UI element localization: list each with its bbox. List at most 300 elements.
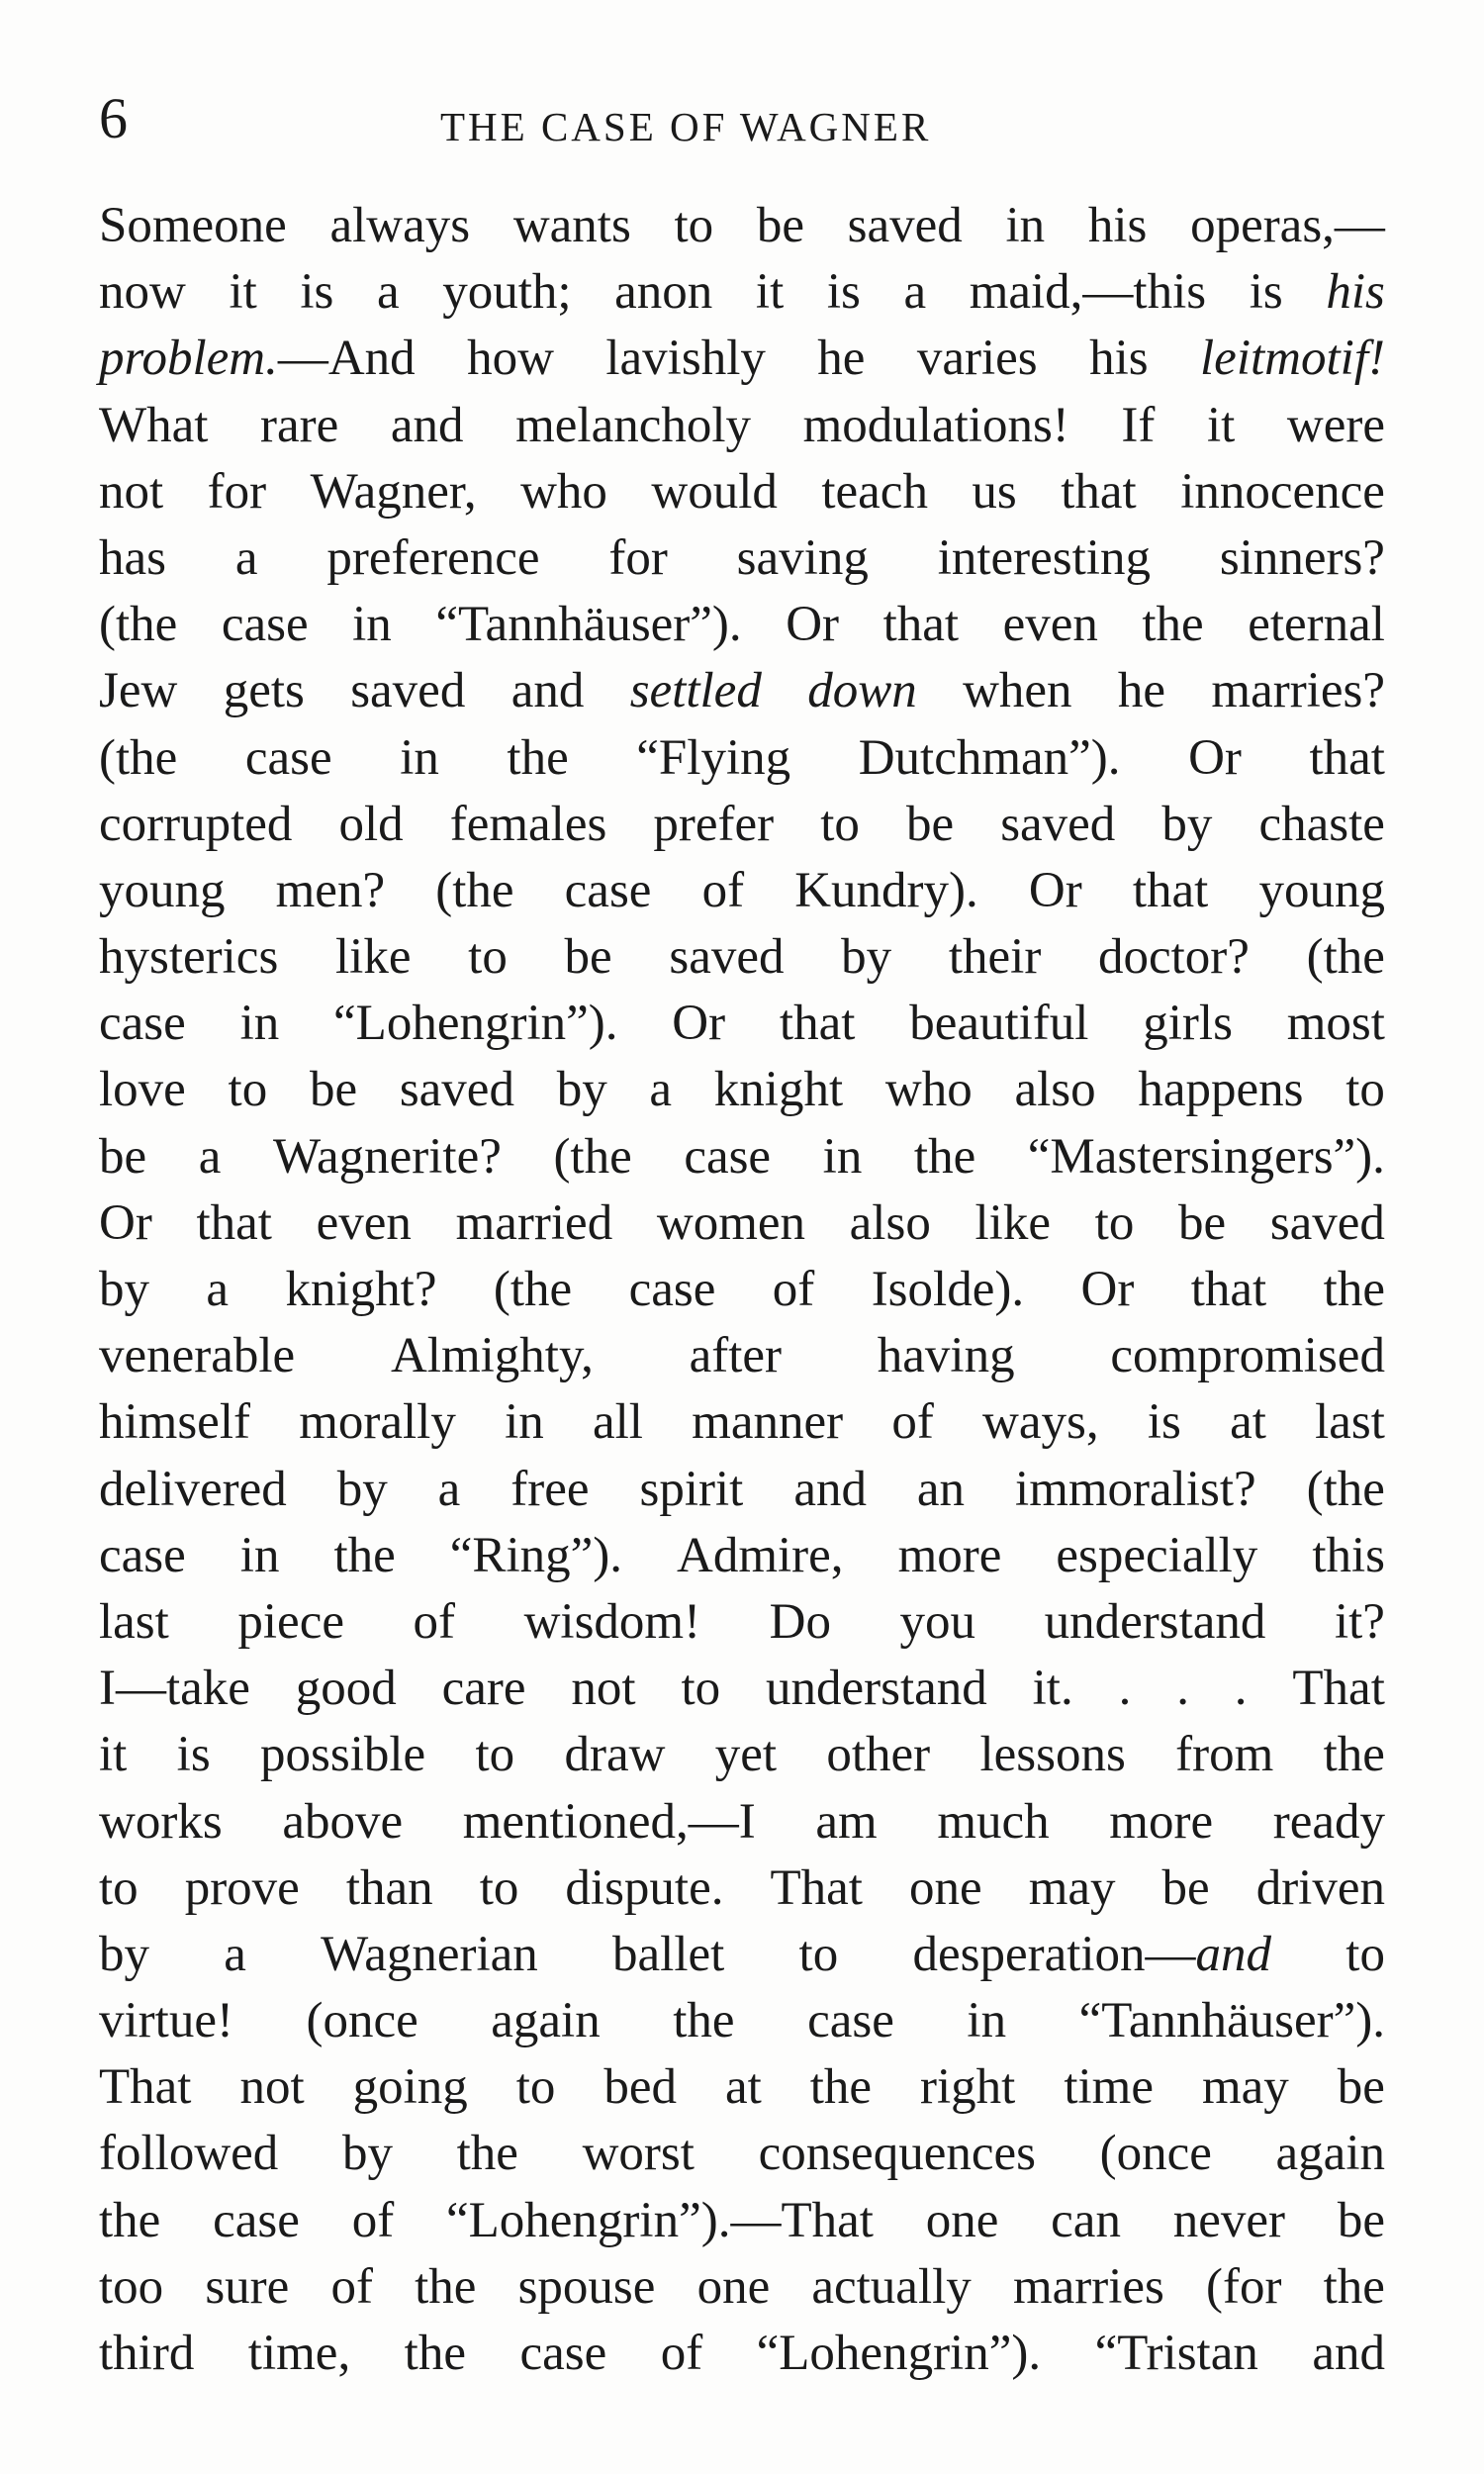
word: innocence — [1180, 463, 1385, 520]
text-line — [99, 1389, 1385, 1456]
word: If — [1121, 397, 1156, 453]
word: wisdom! — [523, 1593, 701, 1650]
word: in — [967, 1993, 1007, 2049]
word: be — [756, 198, 804, 253]
word: women — [656, 1194, 805, 1251]
word: understand — [765, 1661, 987, 1717]
word: going — [352, 2059, 468, 2116]
word: time — [1064, 2059, 1154, 2116]
word: saved — [669, 929, 785, 986]
word: a — [649, 1062, 673, 1118]
word: ways, — [982, 1394, 1099, 1451]
word: “Lohengrin”).—That — [446, 2192, 874, 2248]
word: teach — [821, 463, 928, 520]
word: men? — [275, 862, 386, 918]
word: varies — [916, 331, 1038, 387]
word: more — [897, 1527, 1002, 1583]
word: “Ring”). — [449, 1527, 622, 1583]
word: much — [937, 1793, 1050, 1850]
word: yet — [714, 1727, 778, 1783]
word: again — [1275, 2126, 1385, 2182]
word: it — [229, 264, 257, 321]
word: lessons — [979, 1727, 1126, 1783]
word: corrupted — [99, 796, 293, 852]
word: possible — [260, 1727, 426, 1783]
word: his — [1087, 198, 1148, 253]
word: doctor? — [1098, 929, 1250, 986]
word: of — [330, 2258, 373, 2315]
word: for — [207, 463, 267, 520]
word: the — [99, 2192, 161, 2248]
word: be — [564, 929, 612, 986]
word: to — [515, 2059, 556, 2116]
word: even — [316, 1194, 412, 1251]
word: case — [628, 1262, 716, 1317]
word: Dutchman”). — [858, 729, 1121, 786]
word: you — [899, 1593, 976, 1650]
word: a — [377, 264, 400, 321]
word: married — [455, 1194, 613, 1251]
word: be — [1161, 1859, 1210, 1916]
word: actually — [811, 2258, 972, 2315]
word: would — [651, 463, 778, 520]
word: a — [224, 1926, 246, 1982]
word: in — [822, 1128, 863, 1185]
word: marries? — [1211, 663, 1385, 719]
word: I—take — [99, 1661, 250, 1717]
word: love — [99, 1062, 186, 1118]
word: am — [815, 1793, 878, 1850]
word: by — [99, 1926, 149, 1982]
running-title: THE CASE OF WAGNER — [440, 104, 932, 149]
text-line — [99, 459, 1385, 525]
word: consequences — [758, 2126, 1036, 2182]
word: how — [467, 331, 554, 387]
word: sure — [205, 2258, 290, 2315]
word: Wagner, — [310, 463, 477, 520]
word: be — [99, 1128, 147, 1185]
word: that — [196, 1194, 272, 1251]
word: Do — [769, 1593, 831, 1650]
word: to — [99, 1859, 139, 1916]
word: us — [972, 463, 1017, 520]
word: that — [1309, 729, 1385, 786]
word: an — [916, 1461, 966, 1517]
word: bed — [603, 2059, 677, 2116]
word: preference — [326, 529, 540, 586]
word: sinners? — [1219, 529, 1385, 586]
word: maid,—this — [969, 264, 1207, 321]
word: is — [300, 264, 334, 321]
word: Wagnerite? — [272, 1128, 502, 1185]
word: in — [239, 1527, 280, 1583]
word: wants — [512, 198, 631, 253]
word: by — [841, 929, 892, 986]
word: (the — [99, 597, 178, 653]
word: third — [99, 2326, 195, 2381]
text-line — [99, 2321, 1385, 2387]
text-line — [99, 2121, 1385, 2187]
word: all — [592, 1394, 643, 1451]
word: and — [793, 1461, 867, 1517]
word: gets — [223, 663, 305, 719]
word: young — [1258, 862, 1385, 918]
word: be — [1337, 2192, 1385, 2248]
word: that — [882, 597, 960, 653]
word: he — [1117, 663, 1166, 719]
word: compromised — [1110, 1328, 1385, 1384]
word: the — [1142, 597, 1204, 653]
word: he — [817, 331, 866, 387]
text-line — [99, 1124, 1385, 1190]
word: that — [1132, 862, 1209, 918]
word: and — [1312, 2326, 1385, 2381]
text-line — [99, 393, 1385, 459]
text-line — [99, 792, 1385, 858]
word: by — [1161, 796, 1213, 852]
word: Or — [786, 597, 840, 653]
word: case — [213, 2192, 300, 2248]
word: to — [475, 1727, 515, 1783]
word: problem.—And — [99, 331, 416, 387]
word: What — [99, 397, 209, 453]
word: interesting — [937, 529, 1151, 586]
word: (the — [553, 1128, 632, 1185]
word: Almighty, — [390, 1328, 594, 1384]
word: “Tannhäuser”). — [1078, 1993, 1385, 2049]
word: rare — [260, 397, 339, 453]
text-line — [99, 1257, 1385, 1323]
word: understand — [1044, 1593, 1266, 1650]
word: ready — [1272, 1793, 1385, 1850]
word: That — [99, 2059, 192, 2116]
word: who — [520, 463, 607, 520]
word: most — [1286, 996, 1385, 1052]
word: spouse — [517, 2258, 656, 2315]
text-line — [99, 326, 1385, 392]
word: . — [1118, 1661, 1132, 1717]
word: to — [1094, 1194, 1135, 1251]
page-number: 6 — [99, 86, 128, 150]
word: lavishly — [605, 331, 766, 387]
word: Jew — [99, 663, 178, 719]
word: it — [99, 1727, 128, 1783]
word: also — [849, 1194, 931, 1251]
word: knight? — [285, 1262, 437, 1317]
word: even — [1002, 597, 1098, 653]
word: their — [948, 929, 1042, 986]
text-line — [99, 1856, 1385, 1922]
word: one — [696, 2258, 771, 2315]
word: his — [1089, 331, 1149, 387]
word: last — [1315, 1394, 1385, 1451]
word: old — [338, 796, 404, 852]
word: to — [479, 1859, 519, 1916]
word: “Mastersingers”). — [1027, 1128, 1385, 1185]
word: the — [456, 2126, 518, 2182]
word: the — [913, 1128, 976, 1185]
word: (the — [435, 862, 514, 918]
word: is — [176, 1727, 211, 1783]
word: case — [221, 597, 309, 653]
text-line — [99, 1057, 1385, 1123]
word: venerable — [99, 1328, 296, 1384]
word: it. — [1032, 1661, 1073, 1717]
text-line — [99, 1789, 1385, 1856]
word: always — [329, 198, 471, 253]
word: to — [674, 198, 714, 253]
word: is — [1249, 264, 1283, 321]
word: to — [228, 1062, 268, 1118]
word: (once — [306, 1993, 418, 2049]
word: to — [681, 1661, 721, 1717]
word: saved — [1269, 1194, 1385, 1251]
word: the — [1323, 1727, 1385, 1783]
word: desperation—and — [912, 1926, 1272, 1982]
word: Kundry). — [794, 862, 978, 918]
word: may — [1028, 1859, 1116, 1916]
word: one — [909, 1859, 982, 1916]
word: spirit — [639, 1461, 744, 1517]
word: That — [770, 1859, 863, 1916]
word: “Tannhäuser”). — [435, 597, 742, 653]
word: the — [333, 1527, 396, 1583]
word: . — [1176, 1661, 1189, 1717]
word: by — [556, 1062, 607, 1118]
word: is — [826, 264, 861, 321]
word: it — [1206, 397, 1236, 453]
word: saved — [1000, 796, 1116, 852]
word: especially — [1056, 1527, 1258, 1583]
word: beautiful — [909, 996, 1089, 1052]
page-header — [99, 79, 1385, 158]
word: be — [309, 1062, 358, 1118]
word: also — [1014, 1062, 1096, 1118]
word: in — [505, 1394, 544, 1451]
word: not — [571, 1661, 636, 1717]
word: free — [510, 1461, 590, 1517]
word: like — [334, 929, 412, 986]
word: Or — [672, 996, 726, 1052]
word: saved — [350, 663, 466, 719]
word: “Lohengrin”). — [333, 996, 618, 1052]
word: down — [807, 663, 917, 719]
word: “Flying — [636, 729, 791, 786]
word: be — [1337, 2059, 1385, 2116]
word: himself — [99, 1394, 250, 1451]
text-line — [99, 525, 1385, 592]
word: be — [1178, 1194, 1227, 1251]
word: hysterics — [99, 929, 279, 986]
text-line — [99, 2188, 1385, 2254]
word: were — [1286, 397, 1385, 453]
word: case — [807, 1993, 894, 2049]
word: of — [891, 1394, 934, 1451]
word: worst — [582, 2126, 695, 2182]
word: may — [1201, 2059, 1289, 2116]
word: by — [336, 1461, 388, 1517]
word: saved — [399, 1062, 514, 1118]
word: to — [468, 929, 508, 986]
word: females — [449, 796, 607, 852]
word: too — [99, 2258, 164, 2315]
word: of — [701, 862, 745, 918]
text-line — [99, 1988, 1385, 2054]
word: last — [99, 1593, 169, 1650]
word: not — [99, 463, 164, 520]
word: this — [1312, 1527, 1385, 1583]
text-line — [99, 924, 1385, 991]
word: (the — [1306, 929, 1385, 986]
word: that — [1190, 1262, 1267, 1317]
word: driven — [1255, 1859, 1385, 1916]
text-line — [99, 1656, 1385, 1722]
word: eternal — [1248, 597, 1385, 653]
word: than — [345, 1859, 433, 1916]
word: and — [390, 397, 464, 453]
word: his — [1326, 264, 1385, 321]
text-line — [99, 1722, 1385, 1788]
word: “Tristan — [1094, 2326, 1258, 2381]
word: case — [684, 1128, 772, 1185]
word: above — [282, 1793, 404, 1850]
word: from — [1175, 1727, 1274, 1783]
word: it? — [1334, 1593, 1385, 1650]
word: a — [903, 264, 927, 321]
word: that — [779, 996, 856, 1052]
word: (the — [99, 729, 178, 786]
word: settled — [629, 663, 762, 719]
word: Or — [1080, 1262, 1135, 1317]
text-line — [99, 1523, 1385, 1589]
word: marries — [1012, 2258, 1164, 2315]
word: case — [519, 2326, 607, 2381]
word: when — [963, 663, 1072, 719]
word: in — [352, 597, 392, 653]
word: of — [660, 2326, 703, 2381]
text-line — [99, 1457, 1385, 1523]
word: good — [295, 1661, 397, 1717]
word: having — [877, 1328, 1015, 1384]
word: virtue! — [99, 1993, 233, 2049]
text-line — [99, 1323, 1385, 1389]
word: modulations! — [802, 397, 1069, 453]
word: who — [884, 1062, 973, 1118]
word: by — [99, 1262, 149, 1317]
word: care — [441, 1661, 526, 1717]
word: piece — [237, 1593, 344, 1650]
text-line — [99, 991, 1385, 1057]
word: now — [99, 264, 186, 321]
word: a — [234, 529, 258, 586]
word: anon — [614, 264, 713, 321]
word: (the — [493, 1262, 573, 1317]
word: for — [608, 529, 668, 586]
text-line — [99, 2254, 1385, 2321]
word: other — [826, 1727, 931, 1783]
word: right — [920, 2059, 1016, 2116]
word: a — [206, 1262, 230, 1317]
word: the — [404, 2326, 466, 2381]
word: be — [905, 796, 955, 852]
text-line — [99, 193, 1385, 259]
word: knight — [713, 1062, 844, 1118]
word: a — [198, 1128, 222, 1185]
word: never — [1172, 2192, 1286, 2248]
word: time, — [247, 2326, 351, 2381]
text-line — [99, 259, 1385, 326]
word: at — [724, 2059, 762, 2116]
word: more — [1109, 1793, 1214, 1850]
word: of — [413, 1593, 456, 1650]
word: a — [437, 1461, 461, 1517]
word: that — [1061, 463, 1137, 520]
word: in — [1005, 198, 1046, 253]
word: case — [99, 996, 186, 1052]
word: of — [351, 2192, 395, 2248]
word: mentioned,—I — [462, 1793, 756, 1850]
text-line — [99, 1922, 1385, 1988]
word: again — [491, 1993, 601, 2049]
word: to — [798, 1926, 839, 1982]
word: saved — [847, 198, 963, 253]
word: dispute. — [565, 1859, 724, 1916]
word: (the — [1306, 1461, 1385, 1517]
word: prove — [184, 1859, 300, 1916]
word: (for — [1206, 2258, 1282, 2315]
word: immoralist? — [1015, 1461, 1256, 1517]
word: to — [1345, 1062, 1385, 1118]
word: draw — [564, 1727, 666, 1783]
word: morally — [299, 1394, 456, 1451]
word: to — [1345, 1926, 1385, 1982]
word: “Lohengrin”). — [756, 2326, 1042, 2381]
word: Wagnerian — [321, 1926, 538, 1982]
word: like — [974, 1194, 1051, 1251]
word: leitmotif! — [1200, 331, 1385, 387]
word: one — [925, 2192, 999, 2248]
word: the — [673, 1993, 735, 2049]
word: . — [1234, 1661, 1248, 1717]
word: Or — [1188, 729, 1242, 786]
word: youth; — [442, 264, 572, 321]
word: case — [99, 1527, 186, 1583]
word: (once — [1099, 2126, 1212, 2182]
word: by — [341, 2126, 393, 2182]
word: girls — [1143, 996, 1233, 1052]
word: manner — [692, 1394, 844, 1451]
word: That — [1292, 1661, 1385, 1717]
word: in — [239, 996, 280, 1052]
word: ballet — [612, 1926, 725, 1982]
text-line — [99, 2054, 1385, 2121]
word: in — [400, 729, 439, 786]
word: it — [755, 264, 785, 321]
word: the — [1323, 1262, 1385, 1317]
word: Admire, — [677, 1527, 844, 1583]
word: the — [415, 2258, 477, 2315]
word: has — [99, 529, 166, 586]
word: of — [772, 1262, 815, 1317]
word: Isolde). — [871, 1262, 1025, 1317]
text-line — [99, 858, 1385, 924]
word: can — [1051, 2192, 1121, 2248]
word: after — [689, 1328, 783, 1384]
text-line — [99, 1190, 1385, 1257]
word: happens — [1138, 1062, 1304, 1118]
word: delivered — [99, 1461, 287, 1517]
word: to — [820, 796, 860, 852]
